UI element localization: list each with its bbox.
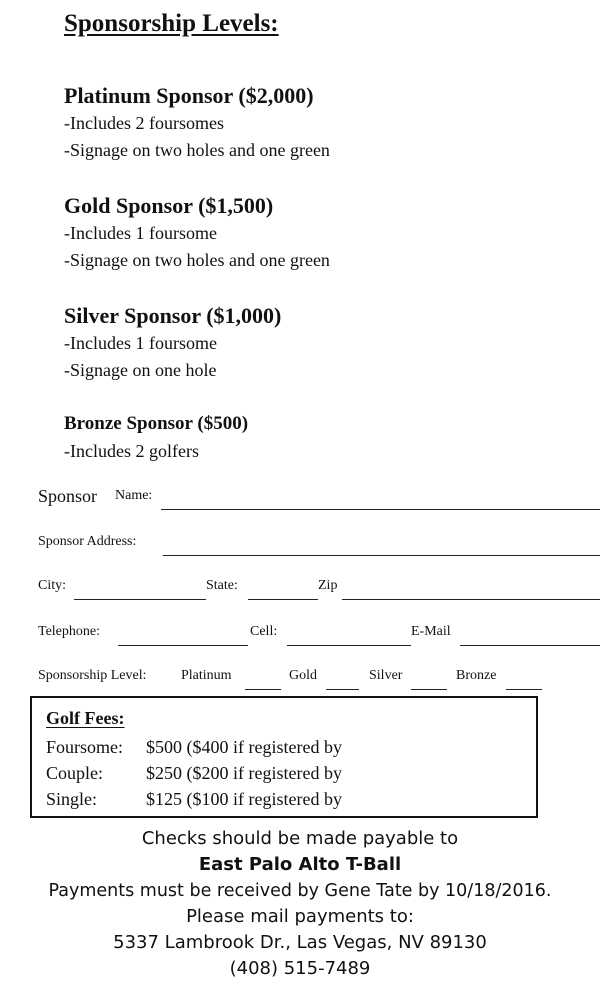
- contact-phone: (408) 515-7489: [229, 958, 371, 979]
- level-option-silver-field[interactable]: [411, 666, 447, 690]
- cell-label: Cell:: [250, 624, 278, 639]
- page-title: Sponsorship Levels:: [64, 10, 279, 37]
- fee-type: Single:: [46, 789, 98, 809]
- zip-label: Zip: [318, 578, 338, 593]
- payee-name: East Palo Alto T-Ball: [198, 854, 402, 875]
- level-option-silver-label: Silver: [369, 668, 403, 683]
- contact-row: [38, 622, 600, 646]
- state-label: State:: [206, 578, 238, 593]
- mail-instruction: Please mail payments to:: [186, 906, 414, 927]
- fee-price: $500 ($400 if registered by: [146, 737, 342, 757]
- city-state-zip-row: [38, 576, 600, 600]
- cell-field[interactable]: [287, 622, 411, 646]
- sponsor-word: Sponsor: [38, 486, 98, 506]
- telephone-field[interactable]: [118, 622, 248, 646]
- level-benefit: -Signage on two holes and one green: [64, 250, 330, 270]
- level-option-bronze-field[interactable]: [506, 666, 542, 690]
- city-field[interactable]: [74, 576, 206, 600]
- level-option-gold-field[interactable]: [326, 666, 359, 690]
- level-benefit: -Signage on two holes and one green: [64, 140, 330, 160]
- fee-price: $250 ($200 if registered by: [146, 763, 342, 783]
- payable-note: Checks should be made payable to: [141, 828, 459, 849]
- sponsor-address-field[interactable]: [163, 532, 600, 556]
- sponsor-name-field[interactable]: [161, 486, 600, 510]
- level-label: Sponsorship Level:: [38, 668, 147, 683]
- name-label: Name:: [115, 488, 153, 503]
- level-title: Bronze Sponsor ($500): [64, 413, 249, 434]
- fee-type: Couple:: [46, 763, 103, 783]
- fee-price: $125 ($100 if registered by: [146, 789, 342, 809]
- fee-row-single: [46, 789, 342, 810]
- sponsorship-level-row: [38, 666, 600, 690]
- sponsor-level-bronze: [64, 410, 248, 465]
- city-label: City:: [38, 578, 67, 593]
- payment-deadline: Payments must be received by Gene Tate by 10/18/2016.: [48, 881, 552, 901]
- sponsor-level-gold: [64, 192, 330, 274]
- email-field[interactable]: [460, 622, 600, 646]
- level-option-platinum-label: Platinum: [181, 668, 232, 683]
- fee-row-foursome: [46, 737, 342, 758]
- mail-address: 5337 Lambrook Dr., Las Vegas, NV 89130: [113, 932, 487, 953]
- level-option-gold-label: Gold: [289, 668, 317, 683]
- fee-type: Foursome:: [46, 737, 124, 757]
- sponsor-address-row: [38, 532, 600, 556]
- sponsor-level-platinum: [64, 82, 330, 164]
- sponsor-level-silver: [64, 302, 281, 384]
- level-benefit: -Includes 1 foursome: [64, 333, 217, 353]
- level-benefit: -Includes 2 foursomes: [64, 113, 224, 133]
- level-title: Gold Sponsor ($1,500): [64, 193, 274, 218]
- level-benefit: -Includes 2 golfers: [64, 441, 199, 461]
- email-label: E-Mail: [411, 624, 451, 639]
- sponsor-name-row: [38, 486, 600, 510]
- zip-field[interactable]: [342, 576, 600, 600]
- telephone-label: Telephone:: [38, 624, 100, 639]
- level-option-platinum-field[interactable]: [245, 666, 281, 690]
- level-benefit: -Signage on one hole: [64, 360, 217, 380]
- fee-row-couple: [46, 763, 342, 784]
- level-benefit: -Includes 1 foursome: [64, 223, 217, 243]
- level-title: Platinum Sponsor ($2,000): [64, 83, 314, 108]
- level-title: Silver Sponsor ($1,000): [64, 303, 282, 328]
- level-option-bronze-label: Bronze: [456, 668, 497, 683]
- golf-fees-title: Golf Fees:: [46, 708, 125, 728]
- address-label: Sponsor Address:: [38, 534, 137, 549]
- golf-fees-box: [30, 696, 538, 818]
- state-field[interactable]: [248, 576, 318, 600]
